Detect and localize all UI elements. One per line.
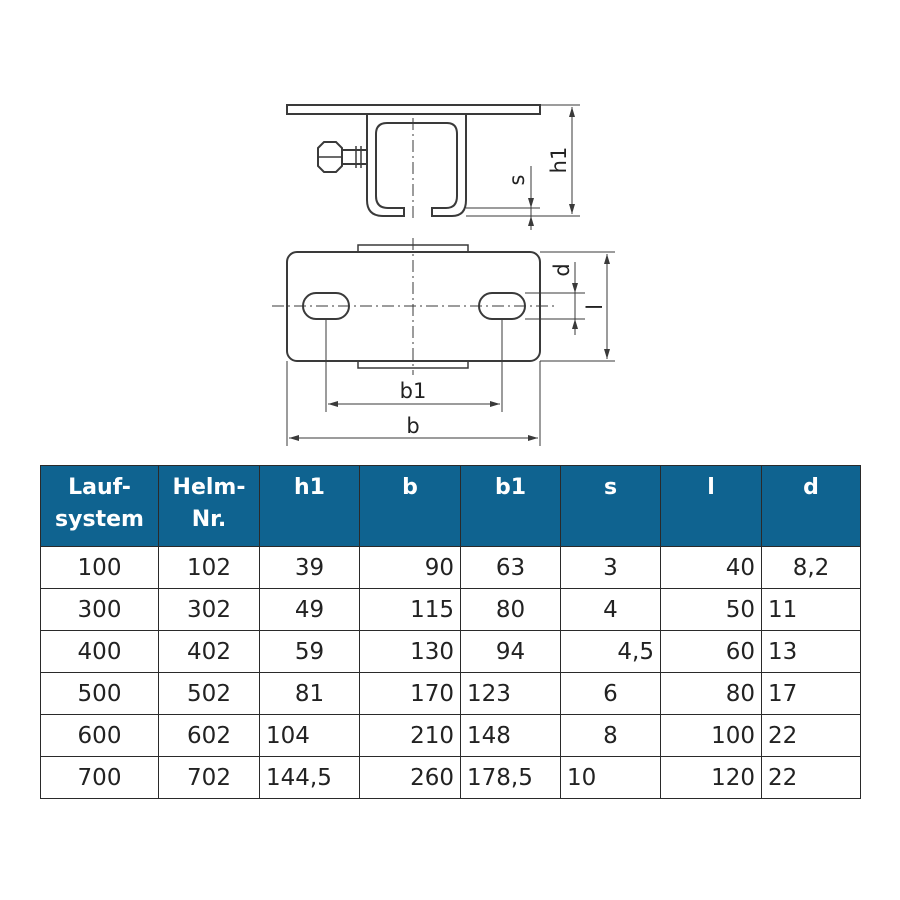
cell-s: 4,5 <box>561 631 661 673</box>
header-line: b1 <box>494 475 527 500</box>
l-label: l <box>583 304 607 310</box>
header-b1 <box>461 466 561 547</box>
header-line: b <box>402 475 418 500</box>
header-d <box>762 466 861 547</box>
cell-helm-nr: 502 <box>159 673 260 715</box>
side-view <box>287 105 580 230</box>
cell-helm-nr: 602 <box>159 715 260 757</box>
table-row <box>41 673 861 715</box>
cell-laufsystem: 400 <box>41 631 159 673</box>
dimensions-table <box>40 465 861 799</box>
cell-h1: 39 <box>260 547 360 589</box>
header-l <box>661 466 762 547</box>
cell-b1: 80 <box>461 589 561 631</box>
cell-b1: 178,5 <box>461 757 561 799</box>
s-label: s <box>505 174 529 186</box>
h1-label: h1 <box>547 146 571 174</box>
b-label: b <box>406 414 420 438</box>
header-line: system <box>55 507 144 532</box>
cell-helm-nr: 702 <box>159 757 260 799</box>
cell-laufsystem: 100 <box>41 547 159 589</box>
mounting-plate <box>287 105 540 114</box>
cell-d: 11 <box>762 589 861 631</box>
cell-laufsystem: 600 <box>41 715 159 757</box>
header-line: Lauf- <box>68 475 131 500</box>
cell-b1: 148 <box>461 715 561 757</box>
cell-laufsystem: 300 <box>41 589 159 631</box>
table-header-row <box>41 466 861 547</box>
cell-b: 130 <box>360 631 461 673</box>
top-view <box>272 238 615 446</box>
cell-h1: 104 <box>260 715 360 757</box>
header-line: Helm- <box>172 475 246 500</box>
cell-b1: 63 <box>461 547 561 589</box>
cell-b: 260 <box>360 757 461 799</box>
cell-d: 8,2 <box>762 547 861 589</box>
cell-helm-nr: 402 <box>159 631 260 673</box>
cell-b1: 94 <box>461 631 561 673</box>
cell-b: 115 <box>360 589 461 631</box>
cell-helm-nr: 102 <box>159 547 260 589</box>
header-h1 <box>260 466 360 547</box>
header-line: d <box>803 475 819 500</box>
cell-h1: 81 <box>260 673 360 715</box>
d-label: d <box>550 263 574 277</box>
header-helm-nr <box>159 466 260 547</box>
table-row <box>41 757 861 799</box>
header-line: l <box>707 475 715 500</box>
rail-profile <box>367 114 466 216</box>
cell-h1: 49 <box>260 589 360 631</box>
cell-s: 6 <box>561 673 661 715</box>
table-row <box>41 547 861 589</box>
cell-b: 210 <box>360 715 461 757</box>
cell-d: 22 <box>762 715 861 757</box>
table-row <box>41 715 861 757</box>
cell-h1: 144,5 <box>260 757 360 799</box>
table-row <box>41 589 861 631</box>
header-b <box>360 466 461 547</box>
header-s <box>561 466 661 547</box>
header-line: h1 <box>294 475 325 500</box>
cell-l: 50 <box>661 589 762 631</box>
cell-l: 40 <box>661 547 762 589</box>
cell-s: 3 <box>561 547 661 589</box>
cell-b: 170 <box>360 673 461 715</box>
header-line: s <box>603 475 618 500</box>
cell-s: 8 <box>561 715 661 757</box>
cell-s: 10 <box>561 757 661 799</box>
cell-l: 100 <box>661 715 762 757</box>
cell-l: 120 <box>661 757 762 799</box>
cell-d: 17 <box>762 673 861 715</box>
bolt-shaft <box>342 150 367 164</box>
cell-h1: 59 <box>260 631 360 673</box>
cell-b1: 123 <box>461 673 561 715</box>
cell-d: 13 <box>762 631 861 673</box>
cell-s: 4 <box>561 589 661 631</box>
cell-helm-nr: 302 <box>159 589 260 631</box>
cell-b: 90 <box>360 547 461 589</box>
header-line: Nr. <box>191 507 227 532</box>
b1-label: b1 <box>399 379 427 403</box>
table-row <box>41 631 861 673</box>
cell-laufsystem: 700 <box>41 757 159 799</box>
cell-l: 80 <box>661 673 762 715</box>
cell-laufsystem: 500 <box>41 673 159 715</box>
cell-d: 22 <box>762 757 861 799</box>
cell-l: 60 <box>661 631 762 673</box>
header-laufsystem <box>41 466 159 547</box>
